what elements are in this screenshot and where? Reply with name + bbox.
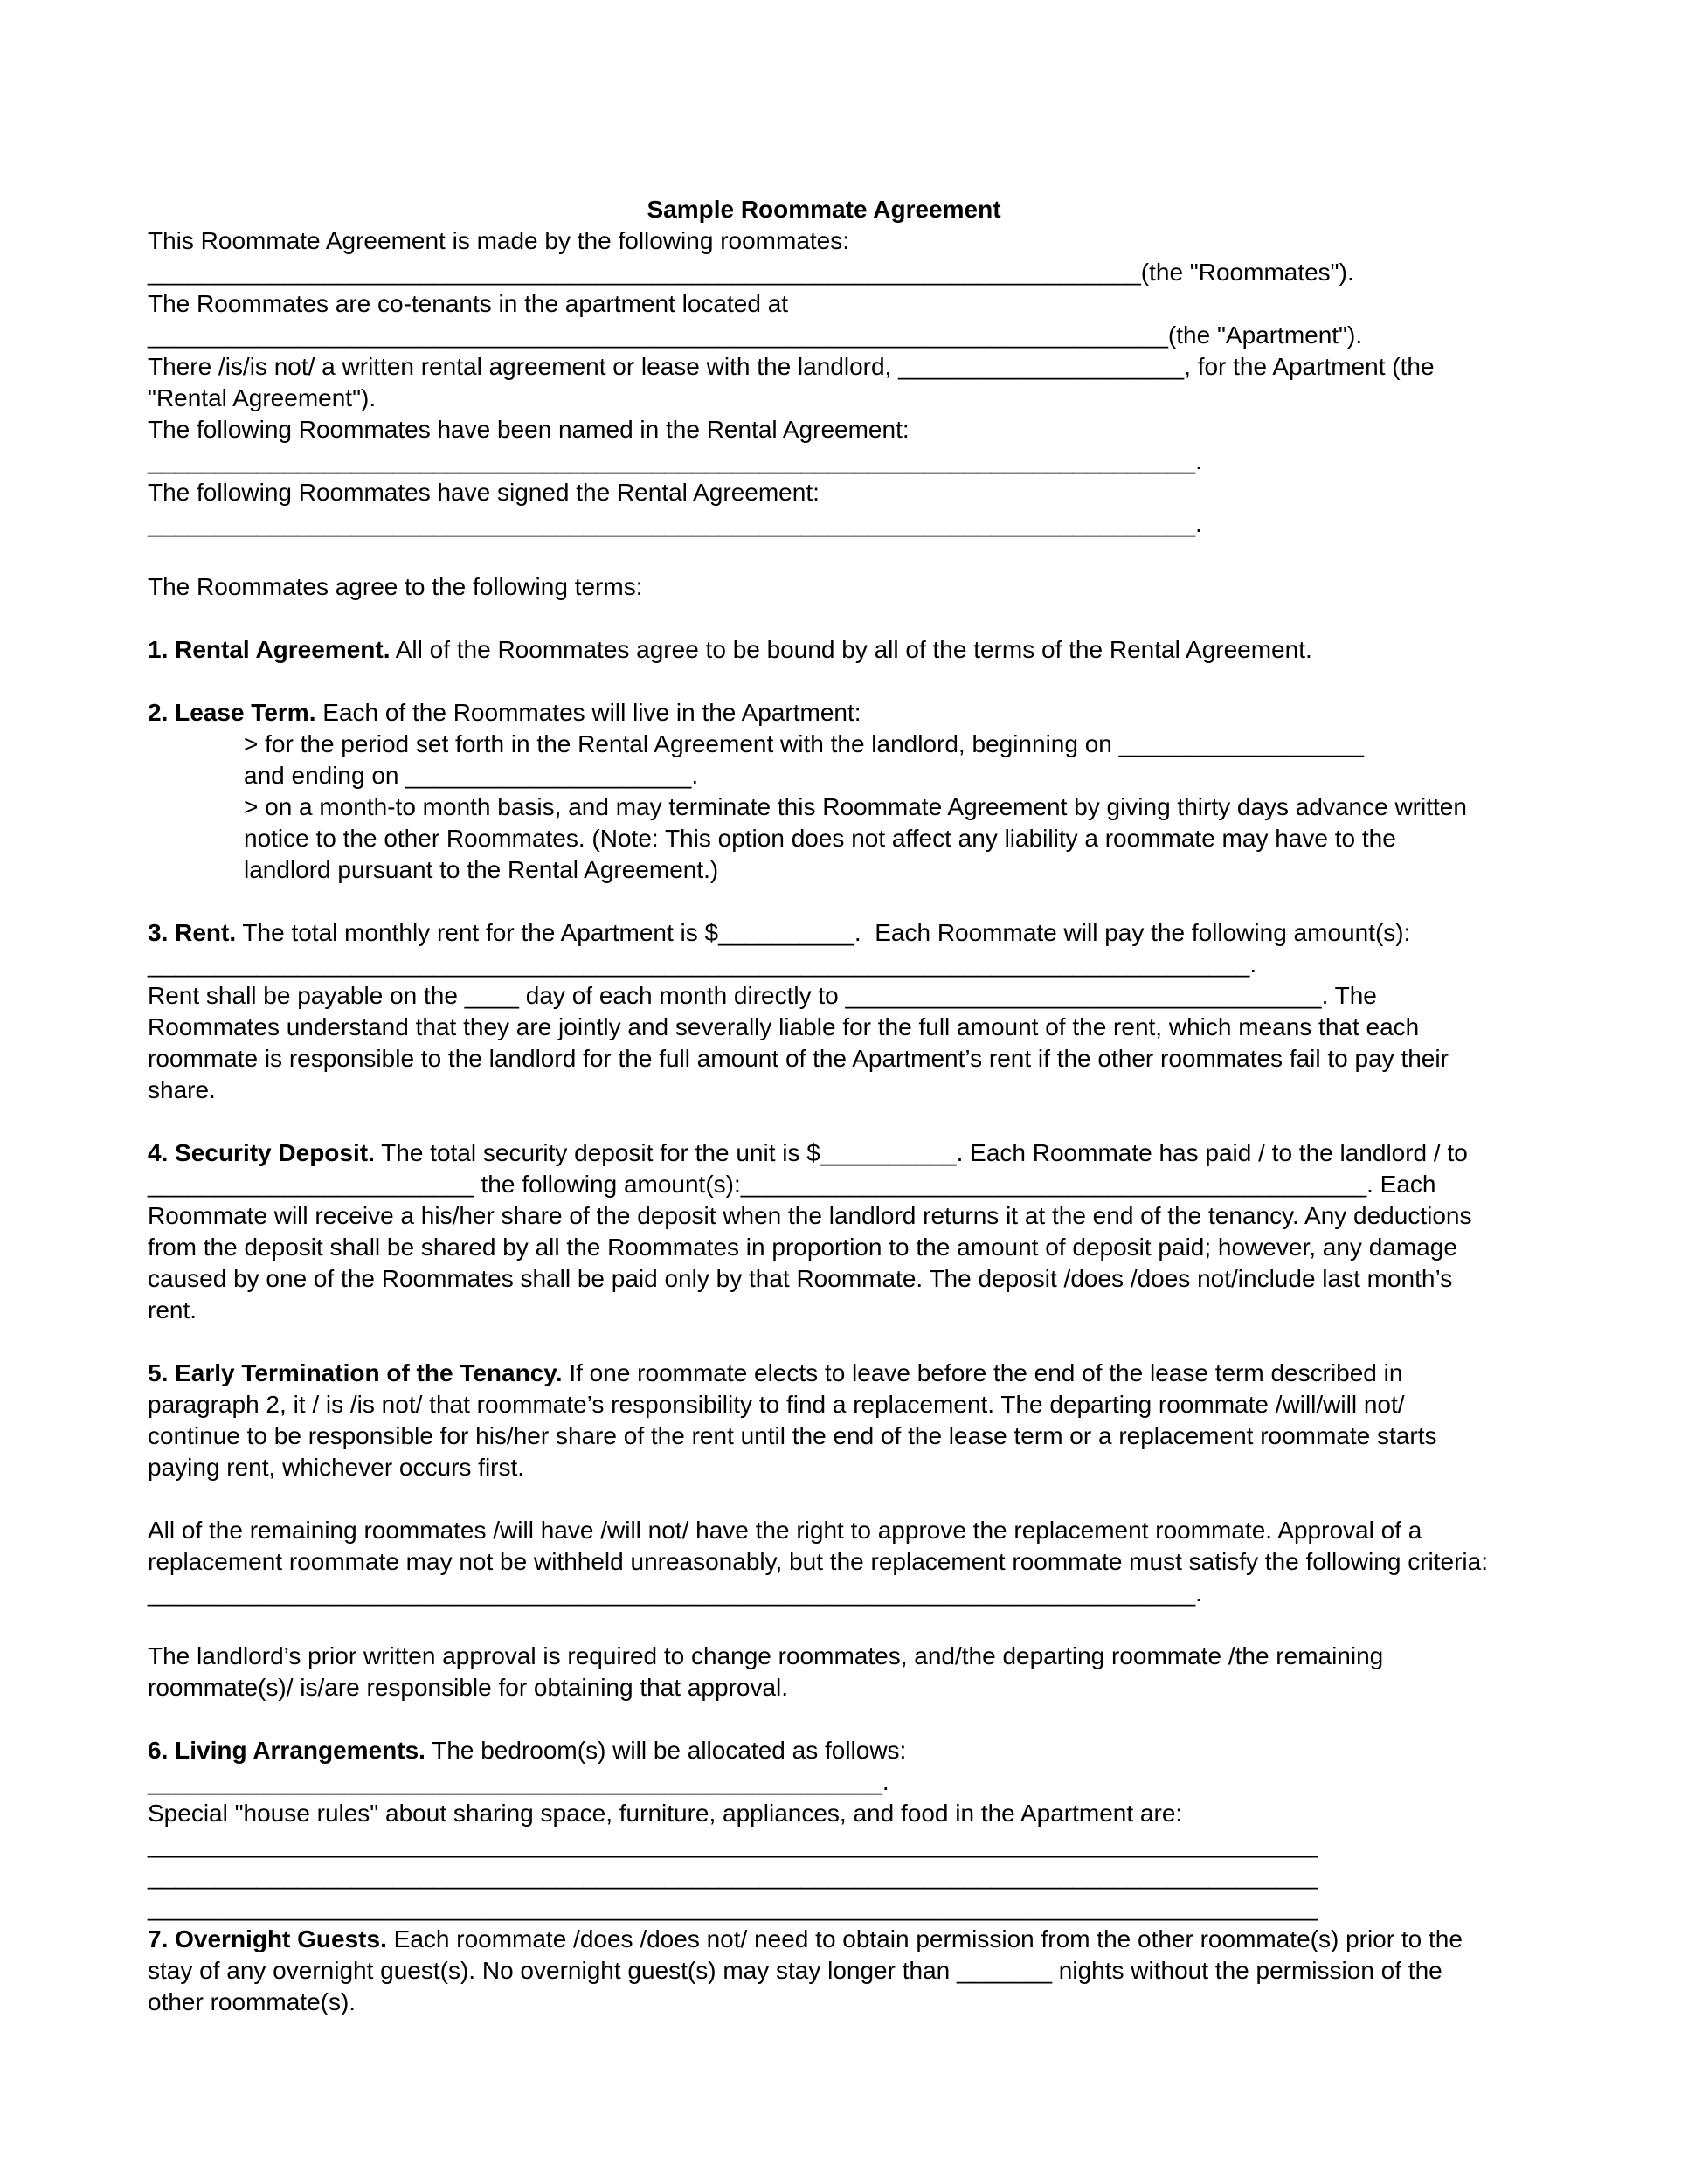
section-3-rent: [148, 917, 1500, 980]
section-heading: 1. Rental Agreement.: [148, 636, 391, 663]
fill-in-blank: ______________________________________________________: [148, 1768, 882, 1795]
section-2-lease-term: [148, 697, 1500, 729]
fill-in-blank: _____________________________________________________________________________: [148, 1579, 1196, 1607]
apartment-location-line: [148, 288, 1500, 320]
section-heading: 6. Living Arrangements.: [148, 1737, 425, 1764]
rent-payment-terms: [148, 980, 1500, 1106]
text-run: There /is/is not/ a written rental agreement or lease with the landlord,: [148, 353, 899, 380]
section-7-overnight-guests: [148, 1924, 1500, 2018]
text-run: the following amount(s):: [474, 1171, 741, 1198]
text-run: Rent shall be payable on the: [148, 982, 465, 1009]
fill-in-blank: ________________________: [148, 1171, 474, 1198]
spacer: [148, 1704, 1500, 1735]
lease-option-fixed-term-line-2: [148, 760, 1500, 791]
fill-in-blank: _________________________________________________________________________: [148, 259, 1141, 286]
document-title: Sample Roommate Agreement: [647, 196, 1001, 223]
text-run: day of each month directly to: [519, 982, 846, 1009]
spacer: [148, 886, 1500, 917]
text-run: The total security deposit for the unit is $: [374, 1139, 820, 1166]
intro-line: [148, 225, 1500, 257]
text-run: . Each Roommate will receive a his/her share of the deposit when the landlord returns it at the end of the tenancy. Any deductions from the deposit shall be shared by all the Roommates in proportion to the amount of deposit paid; however, any damage caused by one of the Roommates shall be paid only by that Roommate. The deposit /does /does not/include last month’s rent.: [148, 1171, 1479, 1324]
text-run: Each of the Roommates will live in the Apartment:: [315, 699, 861, 726]
section-4-security-deposit: [148, 1137, 1500, 1326]
fill-in-blank: ______________________________________________________________________________________: [148, 1894, 1318, 1921]
fill-in-blank: ___________________________________: [845, 982, 1322, 1009]
fill-in-blank: ______________________________________________________________________________________: [148, 1863, 1318, 1890]
signed-roommates-line: [148, 477, 1500, 508]
fill-in-blank: _____________________________________________________________________________: [148, 447, 1196, 474]
rental-agreement-existence-line: [148, 351, 1500, 414]
text-run: .: [1249, 950, 1257, 978]
text-run: The bedroom(s) will be allocated as follows:: [425, 1737, 907, 1764]
text-run: The following Roommates have been named in the Rental Agreement:: [148, 416, 910, 443]
section-heading: 7. Overnight Guests.: [148, 1925, 387, 1952]
text-run: . Each Roommate will pay the following amount(s):: [854, 919, 1418, 946]
house-rules-blank-3: [148, 1892, 1500, 1924]
apartment-address-blank: [148, 320, 1500, 351]
spacer: [148, 1106, 1500, 1137]
fill-in-blank: ____: [464, 982, 519, 1009]
section-6-living-arrangements: [148, 1735, 1500, 1766]
text-run: > on a month-to month basis, and may terminate this Roommate Agreement by giving thirty days advance written notice to the other Roommates. (Note: This option does not affect any liability a roommate may have to the landlord pursuant to the Rental Agreement.): [244, 793, 1474, 883]
text-run: nights without the permission of the other roommate(s).: [148, 1957, 1449, 2015]
text-run: (the "Apartment").: [1167, 321, 1363, 349]
section-1-rental-agreement: [148, 634, 1500, 666]
text-run: .: [691, 762, 699, 789]
text-run: . The Roommates understand that they are jointly and severally liable for the full amount of the rent, which means that each roommate is responsible to the landlord for the full amount of the Apartment’s rent if the other roommates fail to pay their share.: [148, 982, 1456, 1103]
signed-roommates-blank: [148, 508, 1500, 540]
named-roommates-blank: [148, 446, 1500, 477]
fill-in-blank: ______________________________________________________________________________________: [148, 1831, 1318, 1858]
landlord-approval-paragraph: [148, 1641, 1500, 1704]
lease-option-month-to-month: [148, 791, 1500, 886]
fill-in-blank: _______: [957, 1957, 1053, 1984]
section-5-early-termination: [148, 1358, 1500, 1483]
text-run: > for the period set forth in the Rental Agreement with the landlord, beginning on: [244, 730, 1119, 757]
roommates-names-blank: [148, 257, 1500, 288]
section-heading: 5. Early Termination of the Tenancy.: [148, 1359, 563, 1386]
spacer: [148, 603, 1500, 634]
text-run: , for the Apartment (the "Rental Agreement").: [148, 353, 1442, 411]
text-run: The landlord’s prior written approval is required to change roommates, and/the departing roommate /the remaining roommate(s)/ is/are responsible for obtaining that approval.: [148, 1642, 1391, 1701]
house-rules-line: [148, 1798, 1500, 1829]
house-rules-blank-2: [148, 1861, 1500, 1892]
spacer: [148, 540, 1500, 571]
text-run: All of the Roommates agree to be bound by all of the terms of the Rental Agreement.: [390, 636, 1312, 663]
text-run: If one roommate elects to leave before the end of the lease term described in paragraph 2, it / is /is not/ that roommate’s responsibility to find a replacement. The departing roommate /will/will not/ continue to be responsible for his/her share of the rent until the end of the lease term or a replacement roommate starts paying rent, whichever occurs first.: [148, 1359, 1444, 1481]
text-run: The Roommates are co-tenants in the apartment located at: [148, 290, 789, 317]
fill-in-blank: __________: [718, 919, 854, 946]
fill-in-blank: _____________________: [405, 762, 692, 789]
fill-in-blank: __________________: [1118, 730, 1364, 757]
spacer: [148, 1483, 1500, 1515]
lease-option-fixed-term-line-1: [148, 729, 1500, 760]
text-run: The Roommates agree to the following terms:: [148, 573, 643, 600]
text-run: Special "house rules" about sharing space, furniture, appliances, and food in the Apartment are:: [148, 1800, 1183, 1827]
replacement-approval-paragraph: [148, 1515, 1500, 1578]
section-heading: 2. Lease Term.: [148, 699, 316, 726]
spacer: [148, 1326, 1500, 1358]
text-run: and ending on: [244, 762, 406, 789]
text-run: . Each Roommate has paid / to the landlord / to: [956, 1139, 1475, 1166]
document-body: [148, 225, 1500, 2018]
fill-in-blank: __________: [820, 1139, 957, 1166]
section-heading: 3. Rent.: [148, 919, 237, 946]
text-run: The total monthly rent for the Apartment is $: [236, 919, 719, 946]
named-roommates-line: [148, 414, 1500, 446]
house-rules-blank-1: [148, 1829, 1500, 1861]
text-run: Each roommate /does /does not/ need to obtain permission from the other roommate(s) prior to the stay of any overnight guest(s). No overnight guest(s) may stay longer than: [148, 1925, 1470, 1984]
spacer: [148, 666, 1500, 697]
replacement-criteria-blank: [148, 1578, 1500, 1609]
fill-in-blank: ___________________________________________________________________________: [148, 321, 1168, 349]
text-run: All of the remaining roommates /will have /will not/ have the right to approve the replacement roommate. Approval of a replacement roommate may not be withheld unreasonably, but the replacement roommate must satisfy the following criteria:: [148, 1517, 1488, 1575]
fill-in-blank: _____________________: [898, 353, 1185, 380]
text-run: (the "Roommates").: [1140, 259, 1354, 286]
spacer: [148, 1609, 1500, 1641]
text-run: .: [1195, 1579, 1202, 1607]
text-run: .: [1195, 510, 1202, 537]
text-run: .: [882, 1768, 889, 1795]
text-run: .: [1195, 447, 1202, 474]
text-run: The following Roommates have signed the Rental Agreement:: [148, 479, 820, 506]
bedroom-allocation-blank: [148, 1766, 1500, 1798]
fill-in-blank: ______________________________________________: [740, 1171, 1367, 1198]
section-heading: 4. Security Deposit.: [148, 1139, 375, 1166]
text-run: This Roommate Agreement is made by the following roommates:: [148, 227, 850, 254]
fill-in-blank: _____________________________________________________________________________: [148, 510, 1196, 537]
fill-in-blank: _________________________________________________________________________________: [148, 950, 1250, 978]
terms-intro-line: [148, 571, 1500, 603]
